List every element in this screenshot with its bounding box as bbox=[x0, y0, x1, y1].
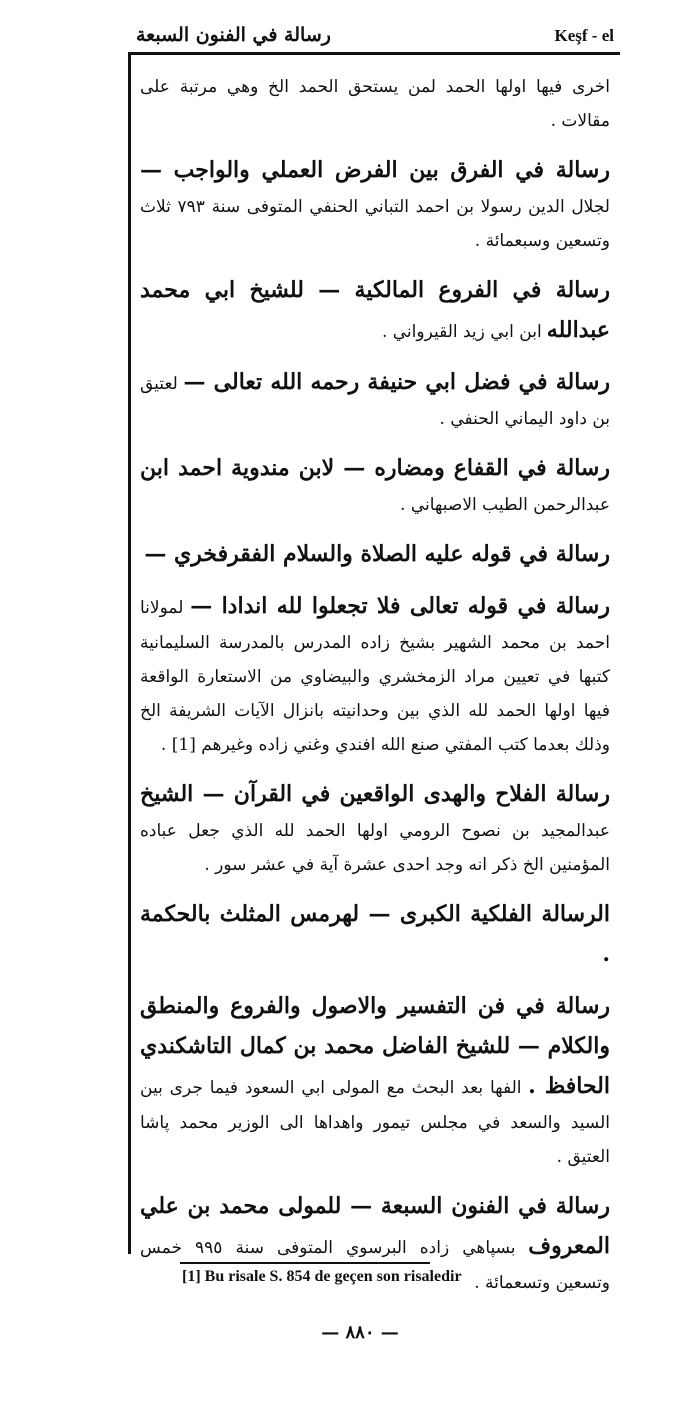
entry-text: بسپاهي زاده البرسوي المتوفى سنة ٩٩٥ خمس وتسعين وتسعمائة . bbox=[140, 1238, 610, 1293]
header-rule bbox=[128, 52, 620, 55]
entry-title: رسالة في الفروع المالكية — للشيخ ابي محمد عبدالله bbox=[140, 277, 610, 343]
entry bbox=[140, 586, 610, 762]
entry-text: عبدالرحمن الطيب الاصبهاني . bbox=[400, 495, 610, 515]
entry bbox=[140, 448, 610, 522]
column-rule bbox=[128, 52, 131, 1254]
footnote-rule bbox=[180, 1262, 430, 1264]
entry bbox=[140, 150, 610, 258]
entry-text: لجلال الدين رسولا بن احمد التباني الحنفي المتوفى سنة ٧٩٣ ثلاث وتسعين وسبعمائة . bbox=[140, 197, 610, 251]
entry bbox=[140, 986, 610, 1174]
entry-text: اخرى فيها اولها الحمد لمن يستحق الحمد الخ وهي مرتبة على مقالات . bbox=[140, 77, 610, 131]
entry-title: رسالة في قوله تعالى فلا تجعلوا لله اندادا — bbox=[190, 593, 610, 619]
body-text bbox=[140, 70, 610, 1312]
entry-text: لعتيق بن داود اليماني الحنفي . bbox=[140, 374, 610, 429]
entry bbox=[140, 362, 610, 436]
page-number: — ٨٨٠ — bbox=[321, 1322, 399, 1343]
entry bbox=[140, 894, 610, 974]
entry-title: رسالة في الفنون السبعة — للمولى محمد بن علي المعروف bbox=[140, 1193, 610, 1259]
entry-title: رسالة في قوله عليه الصلاة والسلام الفقرفخري — bbox=[144, 541, 610, 567]
entry bbox=[140, 774, 610, 882]
header-section-title: رسالة في الفنون السبعة bbox=[136, 24, 331, 46]
entry-title: رسالة في القفاع ومضاره — لابن مندوية احمد ابن bbox=[140, 455, 610, 481]
entry bbox=[140, 534, 610, 574]
footnote: [1] Bu risale S. 854 de geçen son risaledir bbox=[182, 1268, 462, 1285]
entry-title: رسالة في الفرق بين الفرض العملي والواجب — bbox=[140, 157, 610, 183]
entry-text: لمولانا احمد بن محمد الشهير بشيخ زاده المدرس بالمدرسة السليمانية كتبها في تعيين مراد الزمخشري والبيضاوي من الاستعارة الواقعة فيها اولها الحمد لله الذي بين وحدانيته بانزال الآيات الشريفة الخ وذلك بعدما كتب المفتي صنع الله افندي وغني زاده وغيرهم [1] . bbox=[140, 598, 610, 755]
entry-text: عبدالمجيد بن نصوح الرومي اولها الحمد لله الذي جعل عباده المؤمنين الخ ذكر انه وجد احدى عشرة آية في عشر سور . bbox=[140, 821, 610, 875]
running-header bbox=[128, 22, 618, 52]
entry-text: ابن ابي زيد القيرواني . bbox=[381, 322, 542, 342]
entry-title: رسالة في فن التفسير والاصول والفروع والمنطق bbox=[140, 993, 610, 1019]
entry-title: رسالة في فضل ابي حنيفة رحمه الله تعالى — bbox=[183, 369, 610, 395]
entry-text: الفها بعد البحث مع المولى ابي السعود فيما جرى بين السيد والسعد في مجلس تيمور واهداها الى الوزير محمد پاشا العتيق . bbox=[140, 1078, 610, 1167]
header-book-title: Keşf - el bbox=[554, 26, 614, 45]
entry-title: رسالة الفلاح والهدى الواقعين في القرآن — الشيخ bbox=[140, 781, 610, 807]
entry-title: الرسالة الفلكية الكبرى — لهرمس المثلث بالحكمة . bbox=[140, 901, 610, 967]
entry bbox=[140, 270, 610, 350]
entry-title-continued: والكلام — للشيخ الفاضل محمد بن كمال التاشكندي الحافظ . bbox=[140, 1033, 610, 1099]
entry bbox=[140, 70, 610, 138]
